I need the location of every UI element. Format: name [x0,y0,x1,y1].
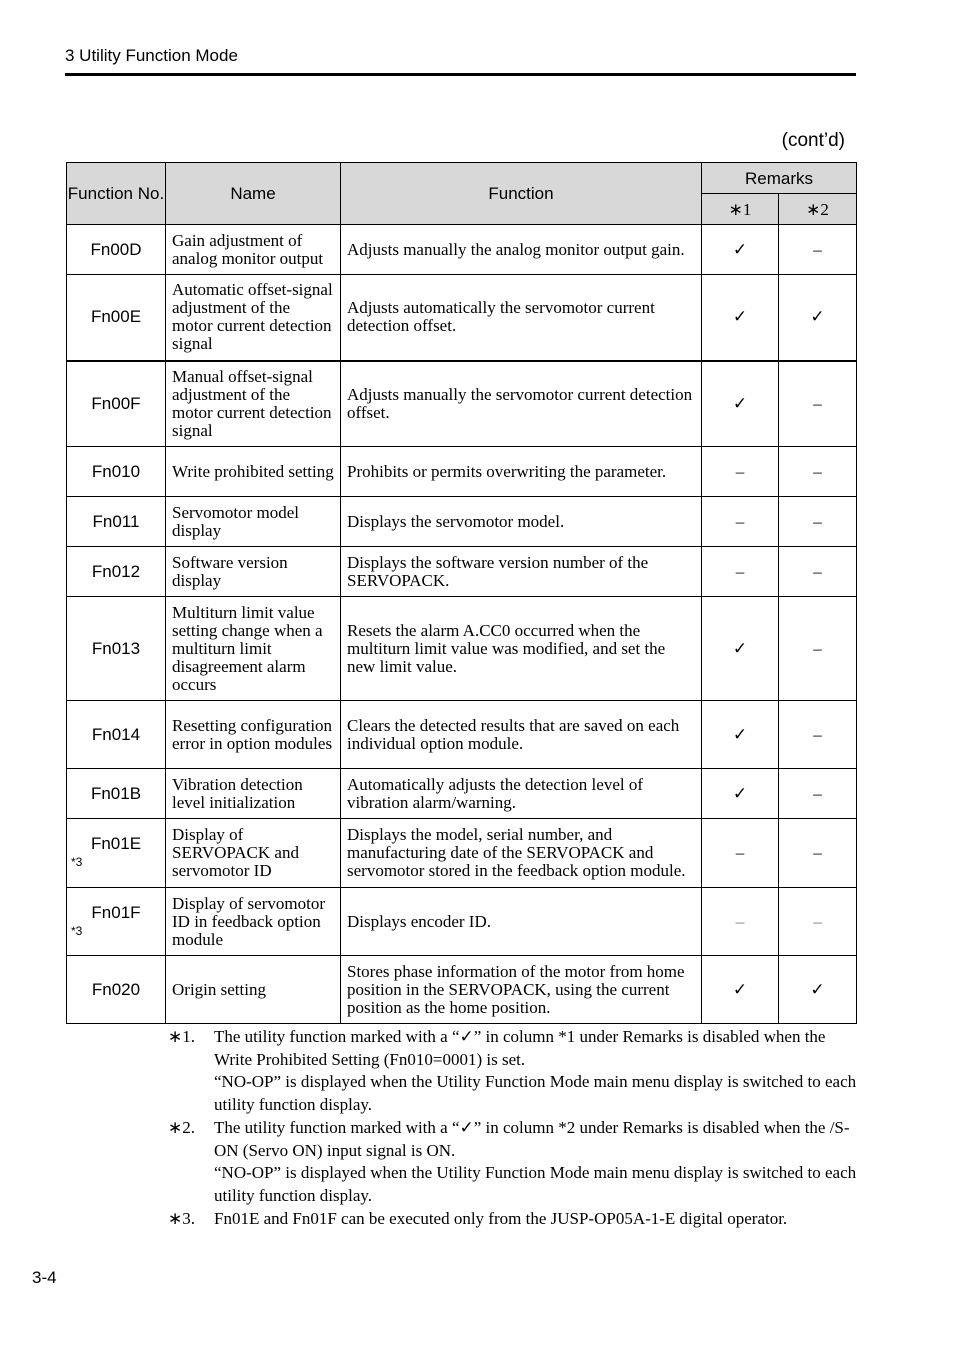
function-no-text: Fn013 [91,638,141,658]
function-no-text: Fn010 [91,461,141,481]
footnote-line: “NO-OP” is displayed when the Utility Function Mode main menu display is switched to each utility function display. [214,1163,857,1205]
utility-function-table [66,162,857,1024]
cell-remark-1: ✓ [702,225,779,275]
cell-remark-1: – [702,497,779,547]
footnotes [168,1026,858,1230]
cell-function: Adjusts manually the servomotor current detection offset. [341,361,702,447]
cell-remark-1: ✓ [702,361,779,447]
cell-remark-1: ✓ [702,956,779,1024]
cell-function: Automatically adjusts the detection level of vibration alarm/warning. [341,769,702,819]
function-no-text: Fn020 [91,979,141,999]
cell-remark-1: – [702,888,779,956]
cell-name: Display of SERVOPACK and servomotor ID [166,819,341,888]
header-function-no: Function No. [67,163,166,225]
table-row [67,447,857,497]
header-remarks: Remarks [702,163,857,194]
table-row [67,597,857,701]
footnote-ref: *3 [71,923,83,938]
cell-remark-2: – [779,547,857,597]
cell-remark-1: ✓ [702,701,779,769]
function-no-text: Fn01E [90,834,142,853]
cell-function: Resets the alarm A.CC0 occurred when the multiturn limit value was modified, and set the new limit value. [341,597,702,701]
footnote-line: The utility function marked with a “✓” in column *1 under Remarks is disabled when the Write Prohibited Setting (Fn010=0001) is set. [214,1027,826,1069]
footnote-text [214,1208,858,1231]
cell-remark-1: ✓ [702,275,779,361]
function-no-text: Fn01B [90,783,142,803]
cell-function-no [67,497,166,547]
footnote [168,1026,858,1117]
cell-remark-2: – [779,888,857,956]
cell-function-no [67,547,166,597]
cell-function: Prohibits or permits overwriting the parameter. [341,447,702,497]
function-no-text: Fn00F [91,393,141,413]
footnote-mark: ∗2. [168,1117,195,1137]
table-row [67,497,857,547]
function-no-text: Fn00D [90,239,142,259]
table-row [67,275,857,361]
cell-remark-1: – [702,447,779,497]
header-rule [65,73,856,76]
cell-name: Vibration detection level initialization [166,769,341,819]
header-remarks-col2: ∗2 [779,194,857,225]
cell-function: Displays encoder ID. [341,888,702,956]
table-row [67,701,857,769]
cell-function-no [67,361,166,447]
cell-remark-1: ✓ [702,597,779,701]
cell-name: Display of servomotor ID in feedback option module [166,888,341,956]
cell-name: Multiturn limit value setting change when a multiturn limit disagreement alarm occurs [166,597,341,701]
cell-remark-2: – [779,497,857,547]
cell-function: Displays the software version number of the SERVOPACK. [341,547,702,597]
table-row [67,361,857,447]
table-row [67,769,857,819]
footnote-line: The utility function marked with a “✓” in column *2 under Remarks is disabled when the /S-ON (Servo ON) input signal is ON. [214,1117,850,1160]
cell-name: Automatic offset-signal adjustment of the motor current detection signal [166,275,341,361]
table-row [67,225,857,275]
footnote-ref: *3 [71,855,83,869]
header-name: Name [166,163,341,225]
cell-function: Clears the detected results that are saved on each individual option module. [341,701,702,769]
cell-function: Stores phase information of the motor from home position in the SERVOPACK, using the current position as the home position. [341,956,702,1024]
cell-name: Servomotor model display [166,497,341,547]
cell-function-no [67,956,166,1024]
function-no-text: Fn014 [91,724,141,744]
function-no-text: Fn01F [91,902,141,922]
cell-remark-2: – [779,769,857,819]
cell-remark-1: – [702,547,779,597]
cell-remark-2: ✓ [779,956,857,1024]
table-row [67,956,857,1024]
cell-function-no [67,597,166,701]
running-header: 3 Utility Function Mode [65,46,238,65]
cell-remark-2: ✓ [779,275,857,361]
cell-function-no [67,275,166,361]
cell-function: Displays the model, serial number, and manufacturing date of the SERVOPACK and servomotor stored in the feedback option module. [341,819,702,888]
cell-function: Displays the servomotor model. [341,497,702,547]
footnote-line: Fn01E and Fn01F can be executed only from the JUSP-OP05A-1-E digital operator. [214,1208,788,1228]
cell-function: Adjusts automatically the servomotor current detection offset. [341,275,702,361]
footnote [168,1117,858,1208]
cell-remark-2: – [779,819,857,888]
cell-name: Gain adjustment of analog monitor output [166,225,341,275]
cell-name: Resetting configuration error in option modules [166,701,341,769]
table-body [67,225,857,1024]
page-number: 3-4 [32,1268,57,1287]
cell-remark-2: – [779,701,857,769]
header-remarks-col1: ∗1 [702,194,779,225]
cell-remark-2: – [779,225,857,275]
cell-remark-1: – [702,819,779,888]
function-no-text: Fn011 [92,511,140,531]
footnote-line: “NO-OP” is displayed when the Utility Function Mode main menu display is switched to each utility function display. [214,1072,857,1115]
cell-name: Software version display [166,547,341,597]
function-no-text: Fn012 [91,561,141,581]
cell-function-no [67,819,166,888]
cell-function-no [67,888,166,956]
cell-remark-2: – [779,447,857,497]
cell-function-no [67,225,166,275]
cell-function-no [67,447,166,497]
header-function: Function [341,163,702,225]
table-row [67,547,857,597]
footnote-mark: ∗1. [168,1027,195,1046]
footnote-text [214,1117,858,1208]
cell-name: Manual offset-signal adjustment of the motor current detection signal [166,361,341,447]
cell-remark-2: – [779,361,857,447]
table-row [67,888,857,956]
footnote [168,1208,858,1231]
cell-name: Write prohibited setting [166,447,341,497]
footnote-mark: ∗3. [168,1208,195,1228]
cell-function-no [67,701,166,769]
cell-function-no [67,769,166,819]
cell-remark-2: – [779,597,857,701]
cell-remark-1: ✓ [702,769,779,819]
table-row [67,819,857,888]
continued-label: (cont’d) [781,130,845,151]
footnote-text [214,1026,858,1117]
function-no-text: Fn00E [90,307,142,327]
cell-name: Origin setting [166,956,341,1024]
cell-function: Adjusts manually the analog monitor output gain. [341,225,702,275]
